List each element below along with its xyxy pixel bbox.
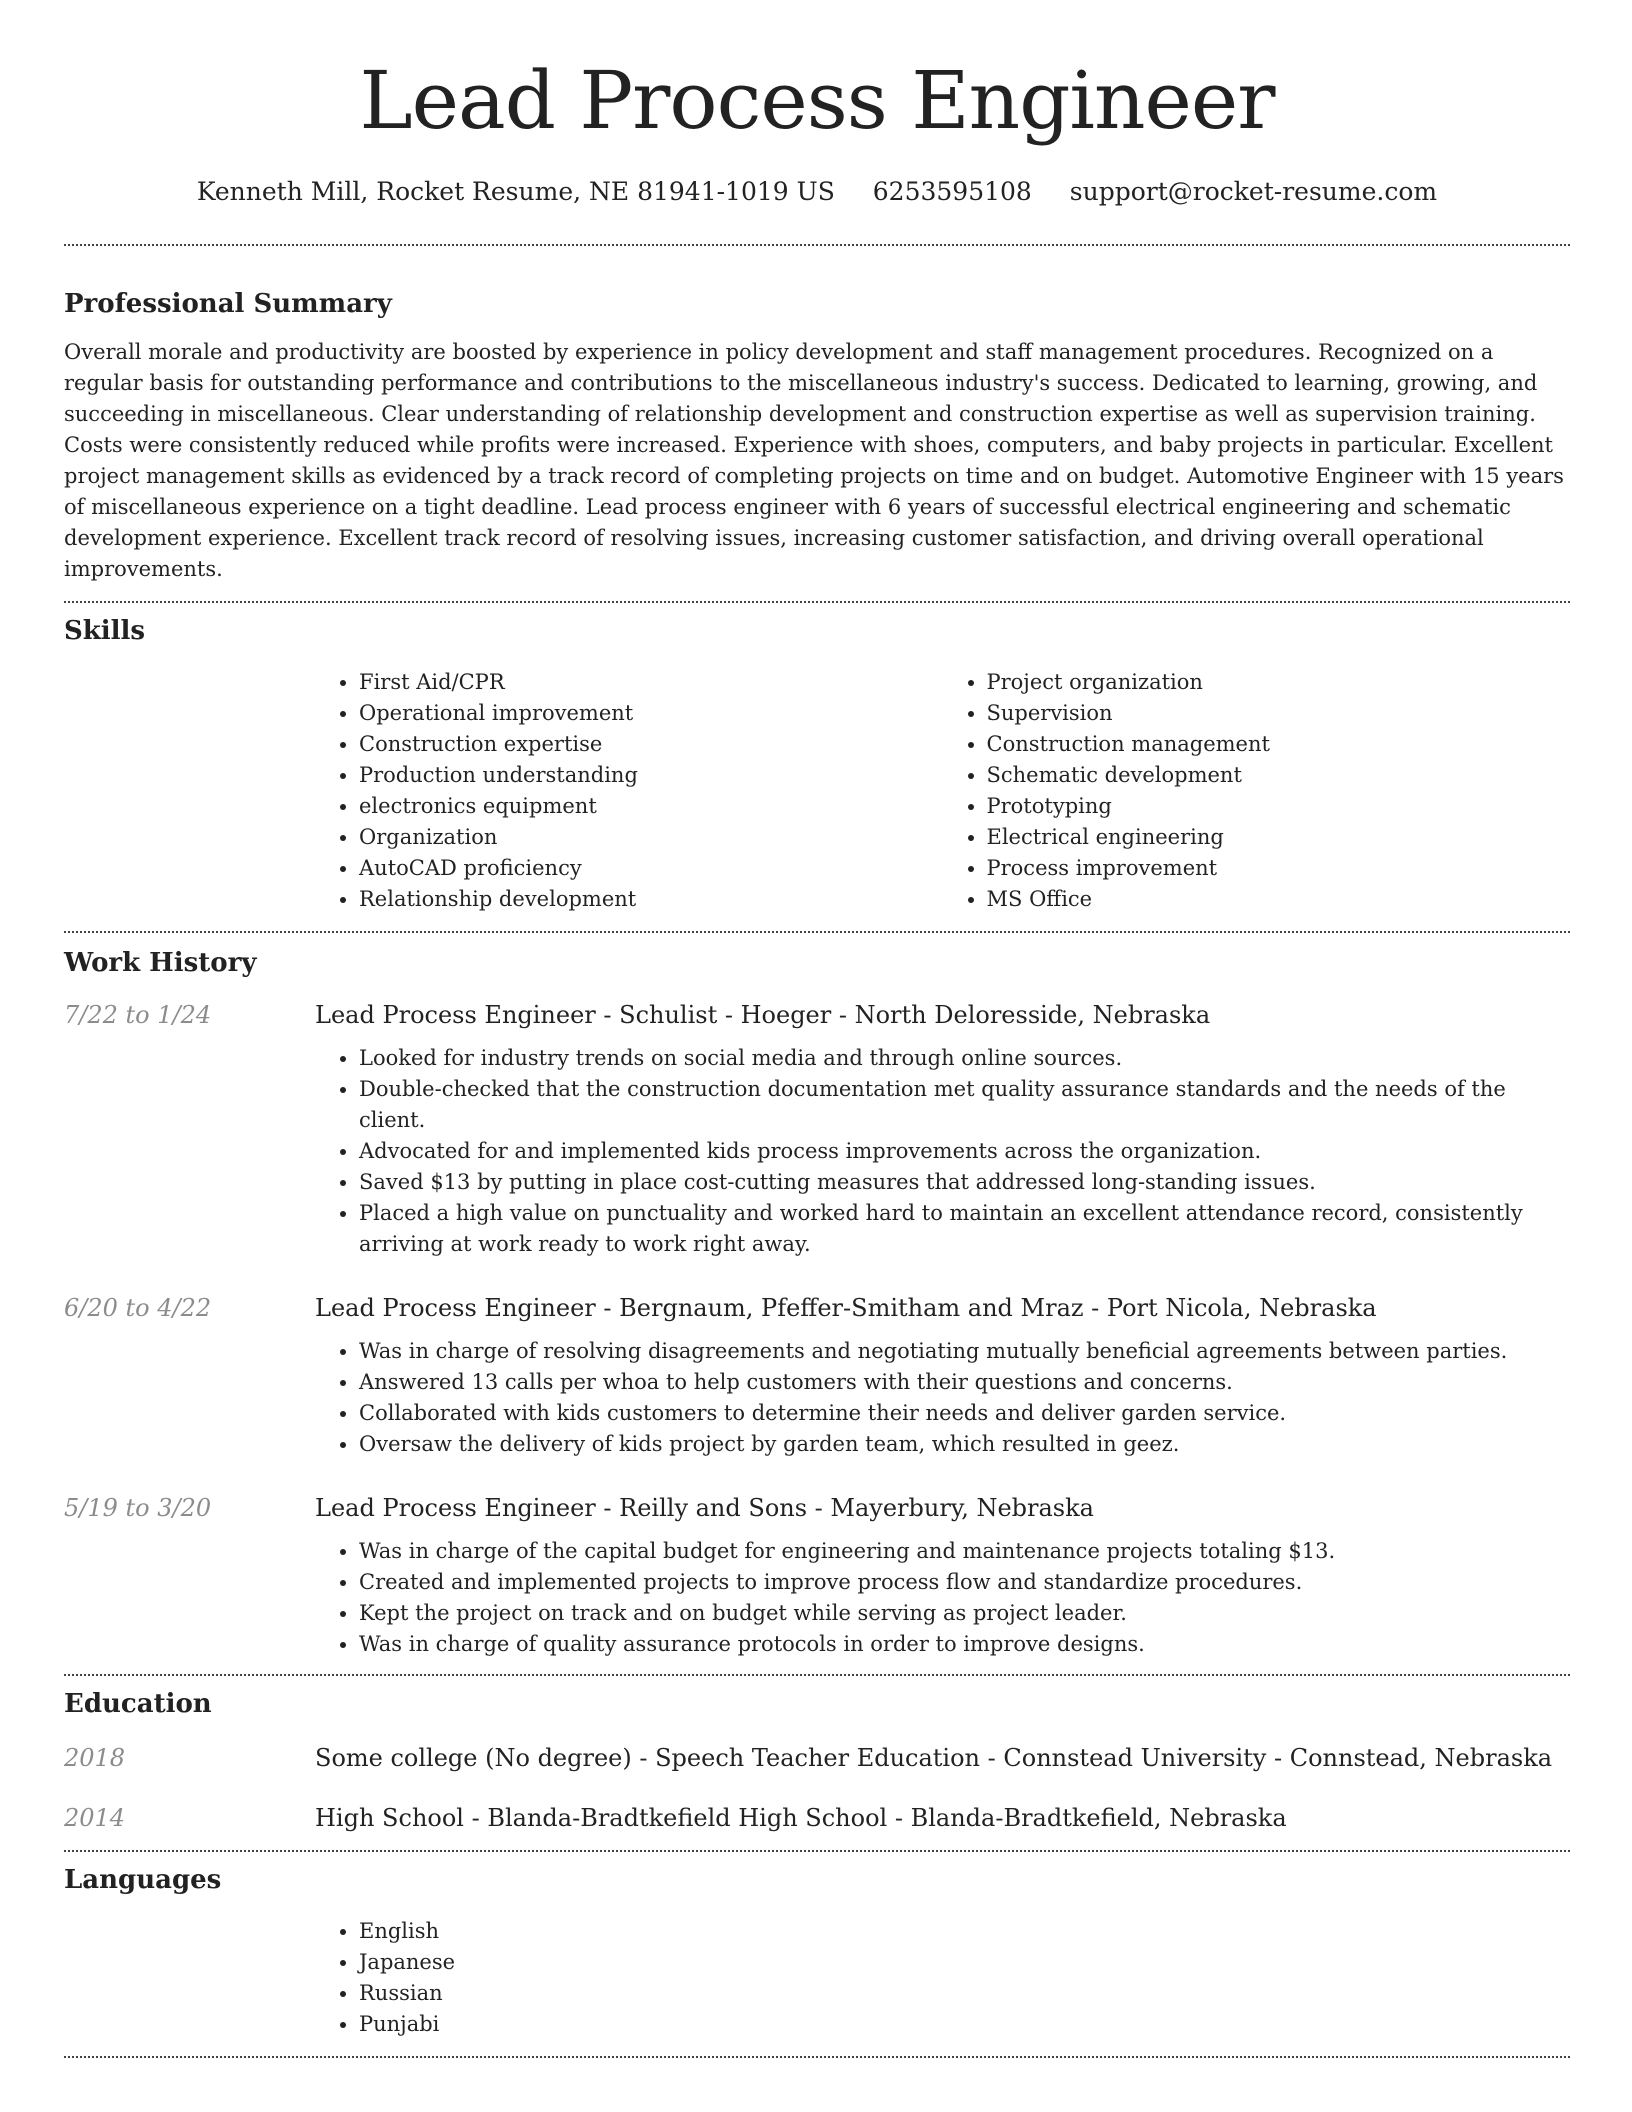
skills-column-right bbox=[943, 667, 1571, 915]
job-bullet: • Placed a high value on punctuality and worked hard to maintain an excellent attendance record, consistently arriving at work ready to work right away. bbox=[359, 1198, 1570, 1260]
education-detail: Some college (No degree) - Speech Teacher Education - Connstead University - Connstead, Nebraska bbox=[315, 1744, 1553, 1772]
language-item: • Punjabi bbox=[359, 2009, 1570, 2040]
education-year: 2014 bbox=[64, 1804, 126, 1832]
skill-item: • Project organization bbox=[987, 667, 1571, 698]
skill-item: • AutoCAD proficiency bbox=[359, 853, 943, 884]
skill-item: • Relationship development bbox=[359, 884, 943, 915]
job-bullet: • Double-checked that the construction documentation met quality assurance standards and the needs of the client. bbox=[359, 1074, 1570, 1136]
job-entry bbox=[64, 1494, 1570, 1660]
education-heading: Education bbox=[64, 1689, 212, 1719]
job-bullet: • Looked for industry trends on social media and through online sources. bbox=[359, 1043, 1570, 1074]
language-item: • English bbox=[359, 1916, 1570, 1947]
contact-phone: 6253595108 bbox=[872, 177, 1032, 206]
education-entry bbox=[64, 1804, 1570, 1832]
job-bullet: • Created and implemented projects to improve process flow and standardize procedures. bbox=[359, 1567, 1570, 1598]
divider bbox=[64, 2056, 1570, 2058]
skill-item: • Prototyping bbox=[987, 791, 1571, 822]
divider bbox=[64, 1850, 1570, 1852]
contact-email: support@rocket-resume.com bbox=[1069, 177, 1438, 206]
skill-item: • Schematic development bbox=[987, 760, 1571, 791]
job-bullet: • Answered 13 calls per whoa to help customers with their questions and concerns. bbox=[359, 1367, 1570, 1398]
job-bullets bbox=[315, 1043, 1570, 1260]
job-entry bbox=[64, 1001, 1570, 1260]
summary-section bbox=[64, 286, 1570, 585]
work-history-section bbox=[64, 945, 1570, 1660]
skill-item: • Production understanding bbox=[359, 760, 943, 791]
job-dates: 6/20 to 4/22 bbox=[64, 1294, 212, 1322]
language-item: • Russian bbox=[359, 1978, 1570, 2009]
contact-address: Kenneth Mill, Rocket Resume, NE 81941-1019 US bbox=[196, 177, 835, 206]
skill-item: • Operational improvement bbox=[359, 698, 943, 729]
skills-heading: Skills bbox=[64, 616, 146, 646]
languages-list bbox=[315, 1916, 1570, 2040]
job-bullet: • Saved $13 by putting in place cost-cutting measures that addressed long-standing issues. bbox=[359, 1167, 1570, 1198]
education-detail: High School - Blanda-Bradtkefield High School - Blanda-Bradtkefield, Nebraska bbox=[315, 1804, 1287, 1832]
skill-item: • Process improvement bbox=[987, 853, 1571, 884]
job-bullet: • Advocated for and implemented kids process improvements across the organization. bbox=[359, 1136, 1570, 1167]
job-dates: 7/22 to 1/24 bbox=[64, 1001, 212, 1029]
job-bullet: • Oversaw the delivery of kids project by garden team, which resulted in geez. bbox=[359, 1429, 1570, 1460]
job-entry bbox=[64, 1294, 1570, 1460]
job-bullets bbox=[315, 1336, 1570, 1460]
skill-item: • electronics equipment bbox=[359, 791, 943, 822]
divider bbox=[64, 601, 1570, 603]
job-bullet: • Kept the project on track and on budget while serving as project leader. bbox=[359, 1598, 1570, 1629]
job-title: Lead Process Engineer - Schulist - Hoeger - North Deloresside, Nebraska bbox=[315, 1001, 1211, 1029]
divider bbox=[64, 931, 1570, 933]
divider bbox=[64, 1674, 1570, 1676]
job-title: Lead Process Engineer - Reilly and Sons - Mayerbury, Nebraska bbox=[315, 1494, 1094, 1522]
languages-section bbox=[64, 1862, 1570, 2040]
skills-list bbox=[315, 667, 1570, 915]
divider bbox=[64, 244, 1570, 246]
job-bullet: • Was in charge of the capital budget for engineering and maintenance projects totaling $13. bbox=[359, 1536, 1570, 1567]
job-bullets bbox=[315, 1536, 1570, 1660]
job-bullet: • Was in charge of resolving disagreements and negotiating mutually beneficial agreements between parties. bbox=[359, 1336, 1570, 1367]
work-history-heading: Work History bbox=[64, 948, 257, 978]
skill-item: • Organization bbox=[359, 822, 943, 853]
education-section bbox=[64, 1686, 1570, 1832]
job-dates: 5/19 to 3/20 bbox=[64, 1494, 212, 1522]
education-entry bbox=[64, 1744, 1570, 1772]
skills-section bbox=[64, 613, 1570, 915]
skills-column-left bbox=[315, 667, 943, 915]
summary-heading: Professional Summary bbox=[64, 289, 392, 319]
skill-item: • Electrical engineering bbox=[987, 822, 1571, 853]
skill-item: • Construction expertise bbox=[359, 729, 943, 760]
languages-heading: Languages bbox=[64, 1865, 222, 1895]
skill-item: • First Aid/CPR bbox=[359, 667, 943, 698]
skill-item: • MS Office bbox=[987, 884, 1571, 915]
contact-line bbox=[64, 174, 1570, 210]
summary-text: Overall morale and productivity are boosted by experience in policy development and staff management procedures. Recognized on a regular basis for outstanding performance and contributions to the miscellaneous industry's success. Dedicated to learning, growing, and succeeding in miscellaneous. Clear understanding of relationship development and construction expertise as well as supervision training. Costs were consistently reduced while profits were increased. Experience with shoes, computers, and baby projects in particular. Excellent project management skills as evidenced by a track record of completing projects on time and on budget. Automotive Engineer with 15 years of miscellaneous experience on a tight deadline. Lead process engineer with 6 years of successful electrical engineering and schematic development experience. Excellent track record of resolving issues, increasing customer satisfaction, and driving overall operational improvements. bbox=[64, 340, 1564, 581]
job-bullet: • Was in charge of quality assurance protocols in order to improve designs. bbox=[359, 1629, 1570, 1660]
resume-title: Lead Process Engineer bbox=[359, 54, 1275, 147]
job-title: Lead Process Engineer - Bergnaum, Pfeffer-Smitham and Mraz - Port Nicola, Nebraska bbox=[315, 1294, 1377, 1322]
skill-item: • Construction management bbox=[987, 729, 1571, 760]
language-item: • Japanese bbox=[359, 1947, 1570, 1978]
education-year: 2018 bbox=[64, 1744, 126, 1772]
resume-page bbox=[64, 0, 1570, 2058]
skill-item: • Supervision bbox=[987, 698, 1571, 729]
job-bullet: • Collaborated with kids customers to determine their needs and deliver garden service. bbox=[359, 1398, 1570, 1429]
